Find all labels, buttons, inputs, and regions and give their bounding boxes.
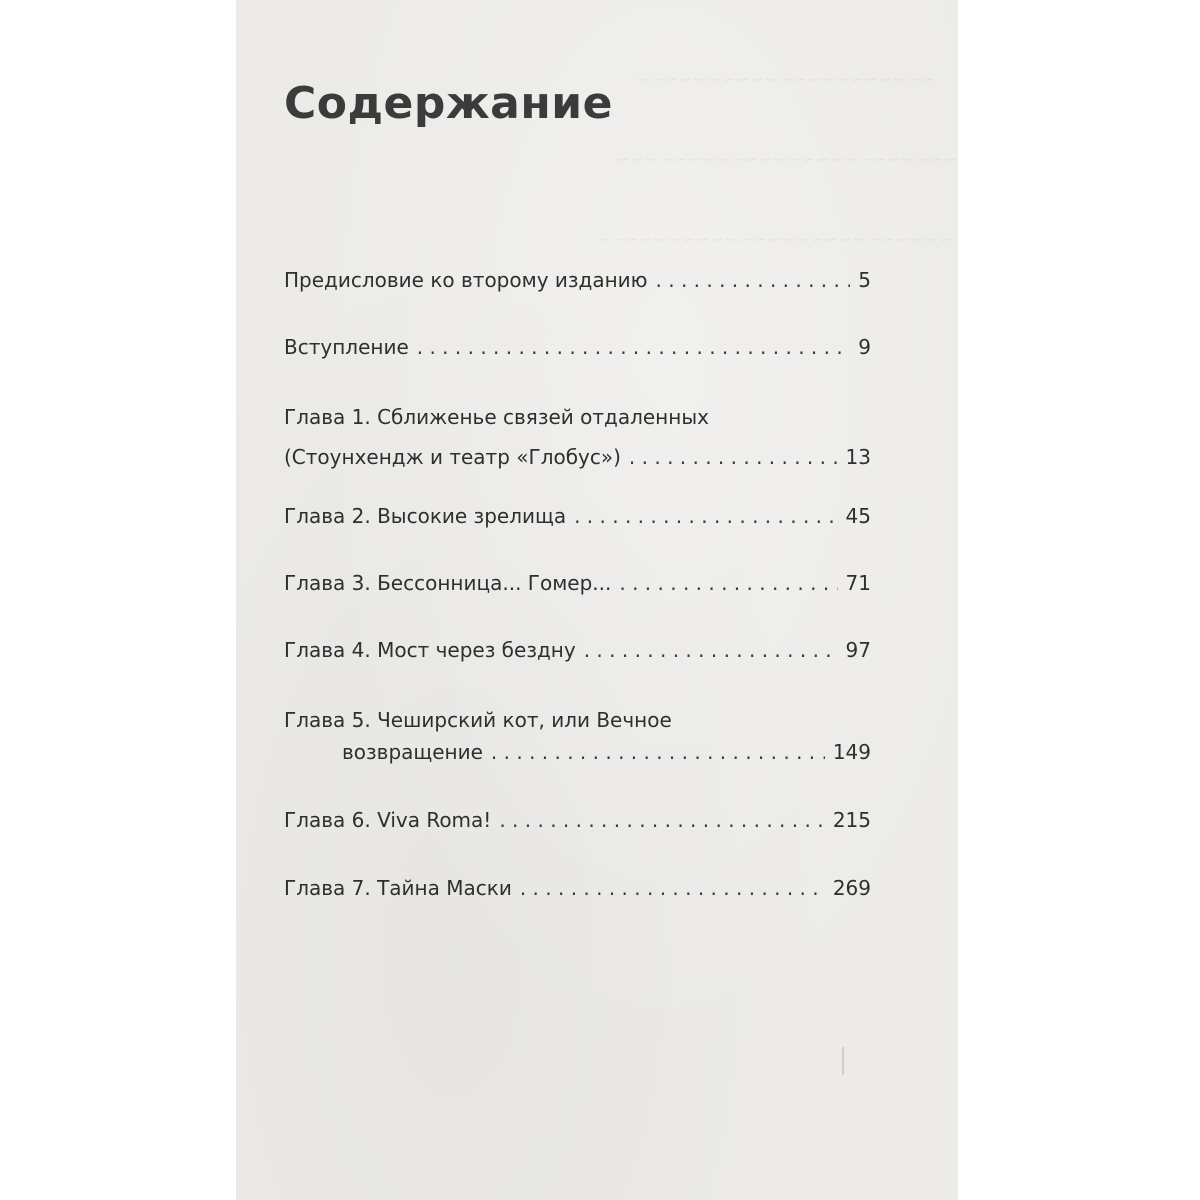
toc-entry[interactable]: [284, 394, 871, 480]
toc-entry-title-continued: возвращение: [342, 740, 483, 764]
toc-entry[interactable]: [284, 560, 871, 606]
toc-entry-title: Вступление: [284, 335, 409, 359]
toc-entry-title-continued: (Стоунхендж и театр «Глобус»): [284, 445, 621, 469]
show-through-text: [596, 230, 958, 250]
dot-leader: [491, 729, 825, 775]
toc-entry-title: Глава 4. Мост через бездну: [284, 638, 576, 662]
toc-page-number: 45: [845, 504, 871, 528]
toc-entry[interactable]: [284, 627, 871, 673]
toc-page-number: 269: [832, 876, 871, 900]
toc-entry-title: Глава 3. Бессонница... Гомер...: [284, 571, 612, 595]
toc-entry[interactable]: [284, 324, 871, 370]
dot-leader: [417, 324, 851, 370]
toc-page-number: 71: [845, 571, 871, 595]
toc-entry-title: Глава 6. Viva Roma!: [284, 808, 492, 832]
toc-entry[interactable]: [284, 797, 871, 843]
toc-entry-title: Глава 1. Сближенье связей отдаленных: [284, 405, 709, 429]
toc-page-number: 149: [832, 740, 871, 764]
toc-page-number: 5: [858, 268, 871, 292]
toc-entry[interactable]: [284, 865, 871, 911]
toc-page-number: 215: [832, 808, 871, 832]
toc-entry-title: Глава 5. Чеширский кот, или Вечное: [284, 708, 672, 732]
dot-leader: [520, 865, 825, 911]
toc-page-number: 9: [858, 335, 871, 359]
page-mark: [842, 1047, 844, 1075]
toc-entry-title: Глава 7. Тайна Маски: [284, 876, 512, 900]
dot-leader: [574, 493, 837, 539]
toc-entry-title: Предисловие ко второму изданию: [284, 268, 648, 292]
toc-entry[interactable]: [284, 697, 871, 775]
toc-entry-title: Глава 2. Высокие зрелища: [284, 504, 567, 528]
dot-leader: [499, 797, 824, 843]
toc-entry[interactable]: [284, 257, 871, 303]
page-title: Содержание: [284, 78, 613, 129]
dot-leader: [656, 257, 851, 303]
toc-entry[interactable]: [284, 493, 871, 539]
dot-leader: [619, 560, 837, 606]
dot-leader: [629, 434, 838, 480]
toc-page-number: 13: [845, 445, 871, 469]
dot-leader: [584, 627, 838, 673]
book-page: [236, 0, 958, 1200]
toc-page-number: 97: [845, 638, 871, 662]
show-through-text: [636, 70, 935, 90]
show-through-text: [616, 150, 958, 170]
